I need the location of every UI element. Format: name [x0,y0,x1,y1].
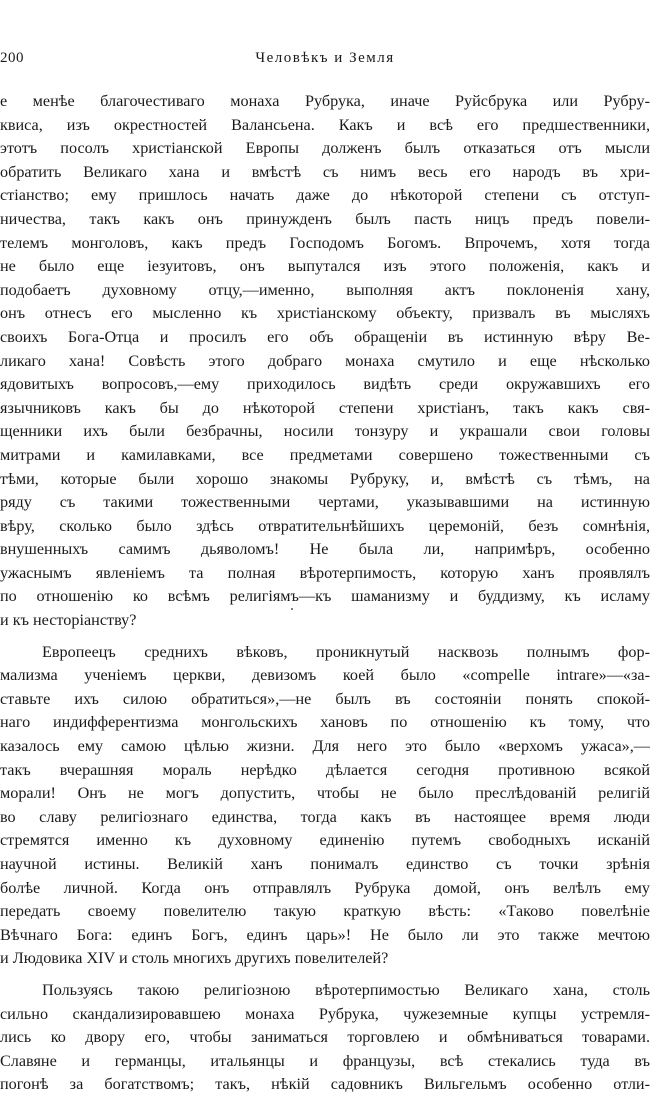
text-line: не было еще iезуитовъ, онъ выпутался изъ этого положенiя, какъ и [0,257,650,276]
text-line: стремятся именно къ духовному единенiю путемъ свободныхъ исканiй [0,831,650,850]
text-line: квиса, изъ окрестностей Валансьена. Какъ и всѣ его предшественники, [0,115,650,134]
text-line: подобаетъ духовному отцу,—именно, выполняя актъ поклоненiя хану, [0,280,650,299]
text-line: обратить Великаго хана и вмѣстѣ съ нимъ весь его народъ въ хри- [0,162,650,181]
text-line: Европеецъ среднихъ вѣковъ, проникнутый насквозь полнымъ фор- [42,642,650,661]
text-line: тѣми, которые были хорошо знакомы Рубруку, и, вмѣстѣ съ тѣмъ, на [0,469,650,488]
text-line: научной истины. Великiй ханъ понималъ единство съ точки зрѣнiя [0,855,650,873]
text-line: Вѣчнаго Бога: единъ Богъ, единъ царь»! Не было ли это также мечтою [0,925,650,944]
text-line: и Людовика XIV и столь многихъ другихъ повелителей? [0,949,389,968]
text-line: морали! Онъ не могъ допустить, чтобы не было преслѣдованiй религiй [0,784,650,803]
text-line: и къ несторiанству? [0,611,137,630]
text-line: е менѣе благочестиваго монаха Рубрука, иначе Руйсбрука или Рубру- [0,92,650,110]
text-line: ужаснымъ явленiемъ та полная вѣротерпимость, которую ханъ проявлялъ [0,563,650,582]
text-line: передать своему повелителю такую краткую вѣсть: «Таково повелѣнiе [0,902,650,921]
text-line: внушенныхъ самимъ дьяволомъ! Не была ли, напримѣръ, особенно [0,540,650,559]
text-line: Славяне и германцы, итальянцы и французы, всѣ стекались туда въ [0,1051,650,1070]
text-line: такъ вчерашняя мораль нерѣдко дѣлается сегодня противною всякой [0,760,650,779]
text-line: щенники ихъ были безбрачны, носили тонзуру и украшали свои головы [0,422,650,441]
text-line: ничества, такъ какъ онъ принужденъ былъ пасть ницъ предъ повели- [0,209,650,228]
text-line: Пользуясь такою религiозною вѣротерпимостью Великаго хана, столь [42,980,650,999]
text-line: онъ отнесъ его мысленно къ христiанскому объекту, призвалъ въ мысляхъ [0,304,650,323]
running-header: Человѣкъ и Земля [255,50,395,66]
text-line: болѣе личной. Когда онъ отправлялъ Рубрука домой, онъ велѣлъ ему [0,878,650,897]
text-line: казалось ему самою цѣлью жизни. Для него это было «верхомъ ужаса»,— [0,737,650,756]
paragraph [0,641,650,971]
text-line: по отношенiю ко всѣмъ религiямъ—къ шаманизму и буддизму, къ исламу [0,587,650,606]
text-line: этотъ посолъ христiанской Европы долженъ былъ отказаться отъ мысли [0,139,650,158]
scan-speck [291,608,293,610]
text-line: митрами и камилавками, все предметами совершено тожественными съ [0,445,650,464]
text-line: ставьте ихъ силою обратиться»,—не былъ въ состоянiи понять спокой- [0,689,650,708]
text-line: стiанство; ему пришлось начать даже до нѣкоторой степени съ отступ- [0,186,650,205]
paragraph-gap [0,971,650,979]
text-line: своихъ Бога-Отца и просилъ его объ обращенiи въ истинную вѣру Ве- [0,327,650,346]
paragraph [0,90,650,633]
text-line: язычниковъ какъ бы до нѣкоторой степени христiанъ, такъ какъ свя- [0,398,650,417]
paragraph-gap [0,633,650,641]
text-line: телемъ монголовъ, какъ предъ Господомъ Богомъ. Впрочемъ, хотя тогда [0,233,650,252]
text-line: вѣру, сколько было здѣсь отвратительнѣйшихъ церемонiй, безъ сомнѣнiя, [0,516,650,535]
paragraph [0,979,650,1097]
page-number: 200 [0,50,24,66]
text-line: мализма ученiемъ церкви, девизомъ коей было «compelle intrare»—«за- [0,666,650,685]
text-line: ядовитыхъ вопросовъ,—ему приходилось видѣть среди окружавшихъ его [0,375,650,394]
text-line: сильно скандализировавшею монаха Рубрука, чужеземные купцы устремля- [0,1004,650,1023]
text-line: во славу религiознаго единства, тогда какъ въ настоящее время люди [0,807,650,826]
text-line: ряду съ такими тожественными чертами, указывавшими на истинную [0,493,650,512]
text-line: наго индифферентизма монгольскихъ хановъ по отношенiю къ тому, что [0,713,650,732]
text-line: ликаго хана! Совѣсть этого добраго монаха смутило и еще нѣсколько [0,351,650,370]
text-line: погонѣ за богатствомъ; такъ, нѣкiй садовникъ Вильгельмъ особенно отли- [0,1075,650,1094]
text-line: лись ко двору его, чтобы заниматься торговлею и обмѣниваться товарами. [0,1028,650,1047]
body-text [0,90,650,1097]
